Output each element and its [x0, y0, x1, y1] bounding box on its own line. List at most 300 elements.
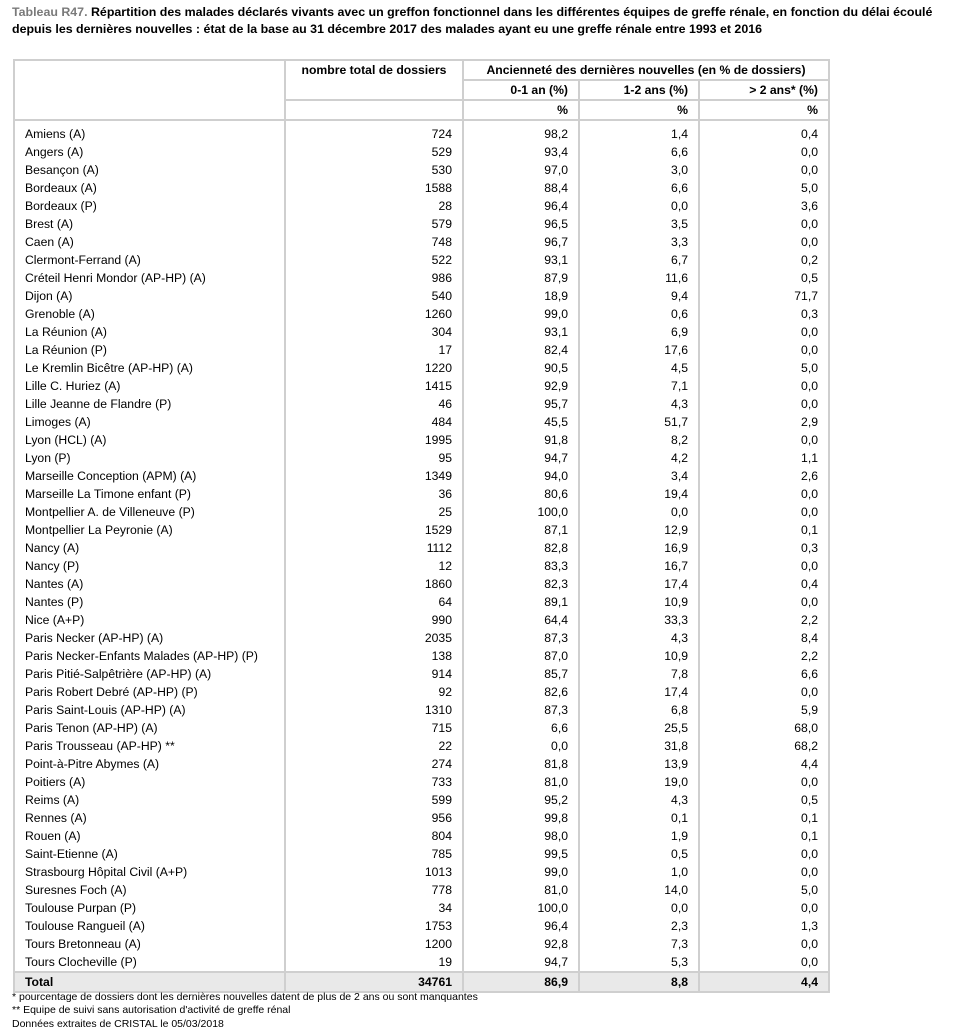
pct-0-1: 45,5: [463, 413, 579, 431]
team-name: Paris Necker-Enfants Malades (AP-HP) (P): [14, 647, 285, 665]
pct-2plus: 0,1: [699, 521, 829, 539]
pct-1-2: 11,6: [579, 269, 699, 287]
pct-2plus: 0,0: [699, 233, 829, 251]
team-name: Brest (A): [14, 215, 285, 233]
pct-0-1: 96,5: [463, 215, 579, 233]
pct-2plus: 0,0: [699, 863, 829, 881]
pct-0-1: 81,0: [463, 881, 579, 899]
pct-1-2: 33,3: [579, 611, 699, 629]
team-name: Bordeaux (A): [14, 179, 285, 197]
team-name: Bordeaux (P): [14, 197, 285, 215]
total-count: 34: [285, 899, 463, 917]
total-count: 19: [285, 953, 463, 972]
team-name: Paris Tenon (AP-HP) (A): [14, 719, 285, 737]
team-name: Lyon (HCL) (A): [14, 431, 285, 449]
total-label: Total: [14, 972, 285, 992]
pct-2plus: 5,0: [699, 179, 829, 197]
pct-2plus: 0,0: [699, 485, 829, 503]
pct-0-1: 6,6: [463, 719, 579, 737]
pct-1-2: 1,0: [579, 863, 699, 881]
pct-2plus: 0,0: [699, 215, 829, 233]
total-count: 34761: [285, 972, 463, 992]
team-name: Nice (A+P): [14, 611, 285, 629]
pct-2plus: 1,1: [699, 449, 829, 467]
header-col-0-1: 0-1 an (%): [463, 80, 579, 100]
pct-2plus: 0,5: [699, 791, 829, 809]
table-row: [14, 449, 829, 467]
pct-1-2: 4,3: [579, 395, 699, 413]
total-count: 92: [285, 683, 463, 701]
team-name: Lille C. Huriez (A): [14, 377, 285, 395]
pct-0-1: 87,1: [463, 521, 579, 539]
table-row: [14, 413, 829, 431]
pct-1-2: 17,4: [579, 683, 699, 701]
total-count: 25: [285, 503, 463, 521]
pct-0-1: 87,3: [463, 701, 579, 719]
table-row: [14, 701, 829, 719]
total-count: 914: [285, 665, 463, 683]
table-row: [14, 611, 829, 629]
team-name: Rennes (A): [14, 809, 285, 827]
table-row: [14, 683, 829, 701]
team-name: Paris Robert Debré (AP-HP) (P): [14, 683, 285, 701]
pct-1-2: 25,5: [579, 719, 699, 737]
pct-1-2: 0,0: [579, 197, 699, 215]
pct-2plus: 0,0: [699, 899, 829, 917]
pct-1-2: 10,9: [579, 647, 699, 665]
team-name: Caen (A): [14, 233, 285, 251]
pct-1-2: 0,0: [579, 503, 699, 521]
pct-1-2: 1,4: [579, 125, 699, 143]
team-name: Clermont-Ferrand (A): [14, 251, 285, 269]
pct-0-1: 97,0: [463, 161, 579, 179]
pct-1-2: 16,7: [579, 557, 699, 575]
table-row: [14, 809, 829, 827]
total-count: 1753: [285, 917, 463, 935]
pct-1-2: 9,4: [579, 287, 699, 305]
pct-2plus: 0,0: [699, 431, 829, 449]
pct-0-1: 87,9: [463, 269, 579, 287]
pct-1-2: 17,6: [579, 341, 699, 359]
table-row: [14, 665, 829, 683]
pct-0-1: 92,9: [463, 377, 579, 395]
table-row: [14, 719, 829, 737]
pct-1-2: 51,7: [579, 413, 699, 431]
data-source-note: Données extraites de CRISTAL le 05/03/2018: [12, 1017, 224, 1030]
pct-0-1: 96,4: [463, 917, 579, 935]
total-count: 986: [285, 269, 463, 287]
team-name: Nancy (P): [14, 557, 285, 575]
table-row: [14, 863, 829, 881]
team-name: Toulouse Rangueil (A): [14, 917, 285, 935]
pct-0-1: 87,3: [463, 629, 579, 647]
pct-0-1: 92,8: [463, 935, 579, 953]
pct-1-2: 4,3: [579, 629, 699, 647]
pct-2plus: 0,0: [699, 143, 829, 161]
pct-0-1: 99,0: [463, 305, 579, 323]
pct-2plus: 3,6: [699, 197, 829, 215]
table-row: [14, 359, 829, 377]
table-row: [14, 521, 829, 539]
total-count: 1013: [285, 863, 463, 881]
table-row: [14, 305, 829, 323]
pct-0-1: 81,0: [463, 773, 579, 791]
pct-2plus: 0,2: [699, 251, 829, 269]
pct-0-1: 81,8: [463, 755, 579, 773]
team-name: Amiens (A): [14, 125, 285, 143]
header-unit-1: %: [463, 100, 579, 120]
pct-2plus: 2,2: [699, 611, 829, 629]
pct-0-1: 89,1: [463, 593, 579, 611]
table-row: [14, 881, 829, 899]
pct-1-2: 31,8: [579, 737, 699, 755]
table-row: [14, 377, 829, 395]
table-row: [14, 161, 829, 179]
table-row: [14, 179, 829, 197]
total-count: 748: [285, 233, 463, 251]
total-count: 1588: [285, 179, 463, 197]
pct-2plus: 0,0: [699, 161, 829, 179]
pct-2plus: 2,9: [699, 413, 829, 431]
pct-0-1: 95,2: [463, 791, 579, 809]
table-row: [14, 629, 829, 647]
team-name: Lyon (P): [14, 449, 285, 467]
table-row: [14, 467, 829, 485]
total-count: 12: [285, 557, 463, 575]
pct-0-1: 90,5: [463, 359, 579, 377]
pct-2plus: 0,0: [699, 395, 829, 413]
table-title: [12, 4, 974, 38]
data-table: [13, 59, 830, 993]
pct-2plus: 1,3: [699, 917, 829, 935]
pct-0-1: 93,4: [463, 143, 579, 161]
pct-2plus: 5,9: [699, 701, 829, 719]
pct-2plus: 0,5: [699, 269, 829, 287]
team-name: Point-à-Pitre Abymes (A): [14, 755, 285, 773]
table-row: [14, 953, 829, 972]
total-count: 1310: [285, 701, 463, 719]
total-count: 956: [285, 809, 463, 827]
pct-0-1: 94,0: [463, 467, 579, 485]
total-count: 1349: [285, 467, 463, 485]
pct-1-2: 7,8: [579, 665, 699, 683]
pct-1-2: 4,3: [579, 791, 699, 809]
table-row: [14, 395, 829, 413]
total-count: 64: [285, 593, 463, 611]
pct-2plus: 0,0: [699, 953, 829, 972]
pct-2plus: 68,2: [699, 737, 829, 755]
team-name: Poitiers (A): [14, 773, 285, 791]
pct-1-2: 14,0: [579, 881, 699, 899]
team-name: Marseille Conception (APM) (A): [14, 467, 285, 485]
table-row: [14, 845, 829, 863]
pct-1-2: 6,9: [579, 323, 699, 341]
total-count: 785: [285, 845, 463, 863]
pct-0-1: 99,0: [463, 863, 579, 881]
pct-1-2: 4,5: [579, 359, 699, 377]
total-count: 599: [285, 791, 463, 809]
pct-0-1: 96,4: [463, 197, 579, 215]
header-unit-2: %: [579, 100, 699, 120]
table-row: [14, 215, 829, 233]
table-title-text: Répartition des malades déclarés vivants avec un greffon fonctionnel dans les différentes équipes de greffe rénale, en fonction du délai écoulé depuis les dernières nouvelles : état de la base au 31 décembre 2017 des malades ayant eu une greffe rénale entre 1993 et 2016: [12, 5, 933, 36]
team-name: Paris Necker (AP-HP) (A): [14, 629, 285, 647]
table-row: [14, 233, 829, 251]
table-row: [14, 593, 829, 611]
team-name: Lille Jeanne de Flandre (P): [14, 395, 285, 413]
total-pct-0-1: 86,9: [463, 972, 579, 992]
pct-0-1: 93,1: [463, 251, 579, 269]
total-count: 778: [285, 881, 463, 899]
pct-2plus: 0,0: [699, 683, 829, 701]
team-name: Rouen (A): [14, 827, 285, 845]
pct-0-1: 99,5: [463, 845, 579, 863]
pct-1-2: 5,3: [579, 953, 699, 972]
total-count: 1112: [285, 539, 463, 557]
table-row: [14, 647, 829, 665]
pct-1-2: 0,1: [579, 809, 699, 827]
team-name: Nantes (P): [14, 593, 285, 611]
team-name: Suresnes Foch (A): [14, 881, 285, 899]
pct-1-2: 0,6: [579, 305, 699, 323]
total-count: 1529: [285, 521, 463, 539]
team-name: Angers (A): [14, 143, 285, 161]
team-name: Tours Bretonneau (A): [14, 935, 285, 953]
pct-1-2: 7,3: [579, 935, 699, 953]
header-col-1-2: 1-2 ans (%): [579, 80, 699, 100]
total-count: 2035: [285, 629, 463, 647]
total-row: [14, 972, 829, 992]
total-count: 1995: [285, 431, 463, 449]
pct-1-2: 19,4: [579, 485, 699, 503]
total-count: 540: [285, 287, 463, 305]
team-name: Le Kremlin Bicêtre (AP-HP) (A): [14, 359, 285, 377]
total-count: 274: [285, 755, 463, 773]
table-row: [14, 485, 829, 503]
team-name: Toulouse Purpan (P): [14, 899, 285, 917]
pct-0-1: 82,3: [463, 575, 579, 593]
table-row: [14, 503, 829, 521]
pct-1-2: 0,5: [579, 845, 699, 863]
total-count: 522: [285, 251, 463, 269]
total-pct-1-2: 8,8: [579, 972, 699, 992]
total-count: 1415: [285, 377, 463, 395]
total-count: 484: [285, 413, 463, 431]
header-total-unit: [285, 100, 463, 120]
pct-2plus: 68,0: [699, 719, 829, 737]
pct-0-1: 100,0: [463, 899, 579, 917]
team-name: Grenoble (A): [14, 305, 285, 323]
team-name: Paris Saint-Louis (AP-HP) (A): [14, 701, 285, 719]
team-name: Montpellier La Peyronie (A): [14, 521, 285, 539]
header-total: nombre total de dossiers: [285, 60, 463, 100]
team-name: Limoges (A): [14, 413, 285, 431]
table-row: [14, 341, 829, 359]
footnote-1: * pourcentage de dossiers dont les dernières nouvelles datent de plus de 2 ans ou sont manquantes: [12, 991, 478, 1003]
team-name: La Réunion (P): [14, 341, 285, 359]
pct-2plus: 0,3: [699, 539, 829, 557]
pct-0-1: 94,7: [463, 449, 579, 467]
pct-1-2: 1,9: [579, 827, 699, 845]
total-count: 804: [285, 827, 463, 845]
pct-2plus: 8,4: [699, 629, 829, 647]
total-count: 138: [285, 647, 463, 665]
pct-0-1: 99,8: [463, 809, 579, 827]
pct-1-2: 4,2: [579, 449, 699, 467]
pct-1-2: 17,4: [579, 575, 699, 593]
team-name: Nantes (A): [14, 575, 285, 593]
pct-1-2: 6,8: [579, 701, 699, 719]
pct-0-1: 88,4: [463, 179, 579, 197]
pct-2plus: 0,0: [699, 341, 829, 359]
total-count: 579: [285, 215, 463, 233]
team-name: Tours Clocheville (P): [14, 953, 285, 972]
total-count: 1220: [285, 359, 463, 377]
pct-0-1: 93,1: [463, 323, 579, 341]
table-body: [14, 120, 829, 972]
pct-0-1: 95,7: [463, 395, 579, 413]
header-col-2plus: > 2 ans* (%): [699, 80, 829, 100]
team-name: Paris Trousseau (AP-HP) **: [14, 737, 285, 755]
pct-2plus: 2,6: [699, 467, 829, 485]
team-name: Nancy (A): [14, 539, 285, 557]
pct-1-2: 6,6: [579, 179, 699, 197]
total-count: 22: [285, 737, 463, 755]
total-count: 36: [285, 485, 463, 503]
pct-1-2: 19,0: [579, 773, 699, 791]
header-blank: [14, 60, 285, 120]
pct-1-2: 3,0: [579, 161, 699, 179]
pct-0-1: 87,0: [463, 647, 579, 665]
total-count: 990: [285, 611, 463, 629]
pct-0-1: 82,8: [463, 539, 579, 557]
pct-1-2: 16,9: [579, 539, 699, 557]
header-group: Ancienneté des dernières nouvelles (en % de dossiers): [463, 60, 829, 80]
team-name: Dijon (A): [14, 287, 285, 305]
team-name: Marseille La Timone enfant (P): [14, 485, 285, 503]
pct-1-2: 10,9: [579, 593, 699, 611]
total-count: 1860: [285, 575, 463, 593]
pct-1-2: 2,3: [579, 917, 699, 935]
table-row: [14, 575, 829, 593]
table-row: [14, 935, 829, 953]
table-row: [14, 899, 829, 917]
pct-2plus: 0,3: [699, 305, 829, 323]
pct-2plus: 0,0: [699, 557, 829, 575]
pct-0-1: 98,2: [463, 125, 579, 143]
pct-2plus: 0,0: [699, 323, 829, 341]
pct-2plus: 6,6: [699, 665, 829, 683]
pct-1-2: 3,4: [579, 467, 699, 485]
total-count: 304: [285, 323, 463, 341]
footnote-2: ** Equipe de suivi sans autorisation d'activité de greffe rénal: [12, 1004, 291, 1017]
pct-0-1: 82,4: [463, 341, 579, 359]
total-count: 733: [285, 773, 463, 791]
table-row: [14, 791, 829, 809]
total-count: 95: [285, 449, 463, 467]
table-row: [14, 125, 829, 143]
pct-2plus: 0,0: [699, 377, 829, 395]
table-row: [14, 143, 829, 161]
team-name: La Réunion (A): [14, 323, 285, 341]
pct-0-1: 64,4: [463, 611, 579, 629]
table-row: [14, 251, 829, 269]
team-name: Strasbourg Hôpital Civil (A+P): [14, 863, 285, 881]
team-name: Reims (A): [14, 791, 285, 809]
total-count: 530: [285, 161, 463, 179]
pct-2plus: 4,4: [699, 755, 829, 773]
pct-2plus: 0,4: [699, 125, 829, 143]
pct-2plus: 0,4: [699, 575, 829, 593]
pct-1-2: 7,1: [579, 377, 699, 395]
team-name: Créteil Henri Mondor (AP-HP) (A): [14, 269, 285, 287]
header-row-1: [14, 60, 829, 80]
total-count: 529: [285, 143, 463, 161]
pct-0-1: 80,6: [463, 485, 579, 503]
pct-2plus: 0,0: [699, 773, 829, 791]
pct-1-2: 6,7: [579, 251, 699, 269]
table-row: [14, 827, 829, 845]
pct-2plus: 0,1: [699, 827, 829, 845]
pct-1-2: 3,3: [579, 233, 699, 251]
pct-0-1: 18,9: [463, 287, 579, 305]
pct-2plus: 0,0: [699, 503, 829, 521]
table-row: [14, 557, 829, 575]
pct-0-1: 96,7: [463, 233, 579, 251]
pct-1-2: 3,5: [579, 215, 699, 233]
pct-0-1: 94,7: [463, 953, 579, 972]
pct-2plus: 5,0: [699, 359, 829, 377]
pct-0-1: 82,6: [463, 683, 579, 701]
table-label: Tableau R47.: [12, 5, 88, 19]
total-count: 17: [285, 341, 463, 359]
pct-0-1: 0,0: [463, 737, 579, 755]
team-name: Besançon (A): [14, 161, 285, 179]
pct-0-1: 91,8: [463, 431, 579, 449]
footnotes: [12, 991, 478, 1031]
header-unit-3: %: [699, 100, 829, 120]
pct-1-2: 13,9: [579, 755, 699, 773]
pct-0-1: 100,0: [463, 503, 579, 521]
total-count: 1260: [285, 305, 463, 323]
pct-2plus: 0,0: [699, 593, 829, 611]
pct-2plus: 2,2: [699, 647, 829, 665]
pct-0-1: 98,0: [463, 827, 579, 845]
pct-1-2: 12,9: [579, 521, 699, 539]
table-row: [14, 917, 829, 935]
pct-2plus: 0,1: [699, 809, 829, 827]
table-row: [14, 773, 829, 791]
pct-1-2: 6,6: [579, 143, 699, 161]
pct-2plus: 71,7: [699, 287, 829, 305]
total-count: 1200: [285, 935, 463, 953]
table-row: [14, 539, 829, 557]
table-row: [14, 323, 829, 341]
team-name: Saint-Etienne (A): [14, 845, 285, 863]
table-row: [14, 755, 829, 773]
pct-0-1: 83,3: [463, 557, 579, 575]
pct-0-1: 85,7: [463, 665, 579, 683]
pct-2plus: 0,0: [699, 845, 829, 863]
total-count: 715: [285, 719, 463, 737]
team-name: Montpellier A. de Villeneuve (P): [14, 503, 285, 521]
total-count: 46: [285, 395, 463, 413]
table-row: [14, 431, 829, 449]
pct-2plus: 5,0: [699, 881, 829, 899]
table-row: [14, 287, 829, 305]
pct-1-2: 0,0: [579, 899, 699, 917]
table-row: [14, 197, 829, 215]
